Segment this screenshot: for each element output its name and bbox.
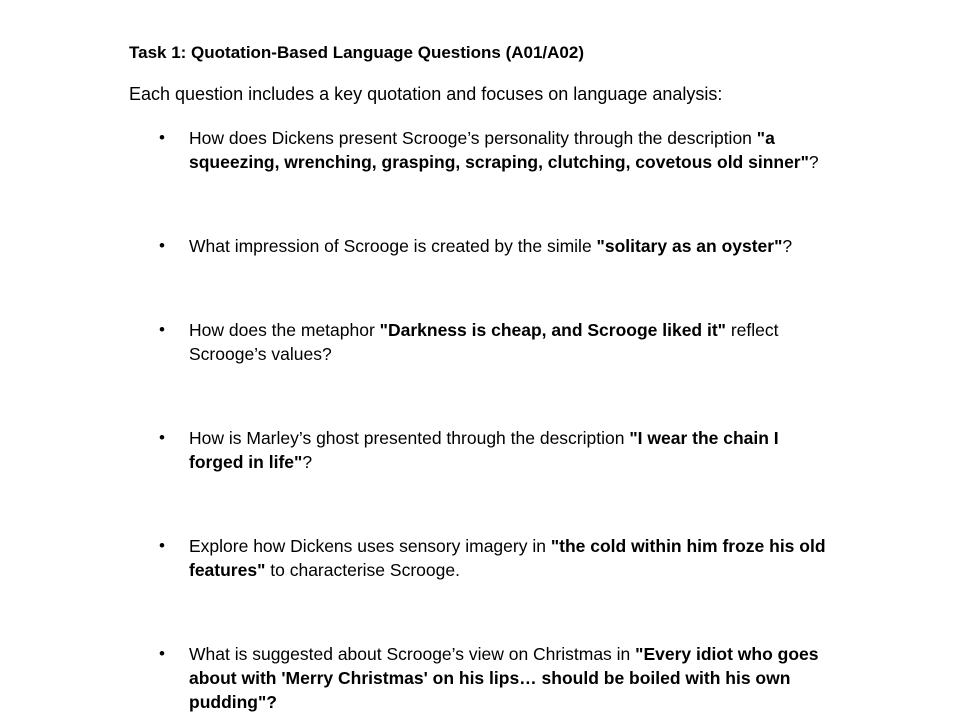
question-text: Explore how Dickens uses sensory imagery in xyxy=(189,536,551,556)
question-item-2 xyxy=(159,234,829,258)
question-text: How is Marley’s ghost presented through the description xyxy=(189,428,630,448)
question-text-end: ? xyxy=(808,152,819,172)
question-text-end: to characterise Scrooge. xyxy=(265,560,460,580)
question-quotation: "a squeezing, wrenching, grasping, scraping, clutching, covetous old sinner" xyxy=(189,128,809,172)
bullet-icon: • xyxy=(159,128,165,147)
bullet-icon: • xyxy=(159,428,165,447)
question-quotation: "solitary as an oyster" xyxy=(596,236,783,256)
question-item-3 xyxy=(159,318,829,366)
bullet-icon: • xyxy=(159,236,165,255)
question-text: What impression of Scrooge is created by the simile xyxy=(189,236,597,256)
question-text-end: reflect Scrooge’s values? xyxy=(189,320,779,364)
task-title: Task 1: Quotation-Based Language Questions (A01/A02) xyxy=(129,43,584,62)
question-text-end: ? xyxy=(302,452,313,472)
question-quotation: "I wear the chain I forged in life" xyxy=(189,428,779,472)
question-item-1 xyxy=(159,126,829,174)
question-text: How does the metaphor xyxy=(189,320,380,340)
question-text: What is suggested about Scrooge’s view on Christmas in xyxy=(189,644,636,664)
question-item-6 xyxy=(159,642,829,714)
bullet-icon: • xyxy=(159,644,165,663)
bullet-icon: • xyxy=(159,320,165,339)
question-text-end: ? xyxy=(782,236,793,256)
task-intro: Each question includes a key quotation and focuses on language analysis: xyxy=(129,84,723,104)
question-quotation: "Darkness is cheap, and Scrooge liked it" xyxy=(379,320,726,340)
question-text: How does Dickens present Scrooge’s personality through the description xyxy=(189,128,757,148)
bullet-icon: • xyxy=(159,536,165,555)
question-item-5 xyxy=(159,534,829,582)
question-quotation: "Every idiot who goes about with 'Merry Christmas' on his lips… should be boiled with his own pudding"? xyxy=(189,644,819,712)
question-item-4 xyxy=(159,426,829,474)
question-quotation: "the cold within him froze his old features" xyxy=(189,536,826,580)
